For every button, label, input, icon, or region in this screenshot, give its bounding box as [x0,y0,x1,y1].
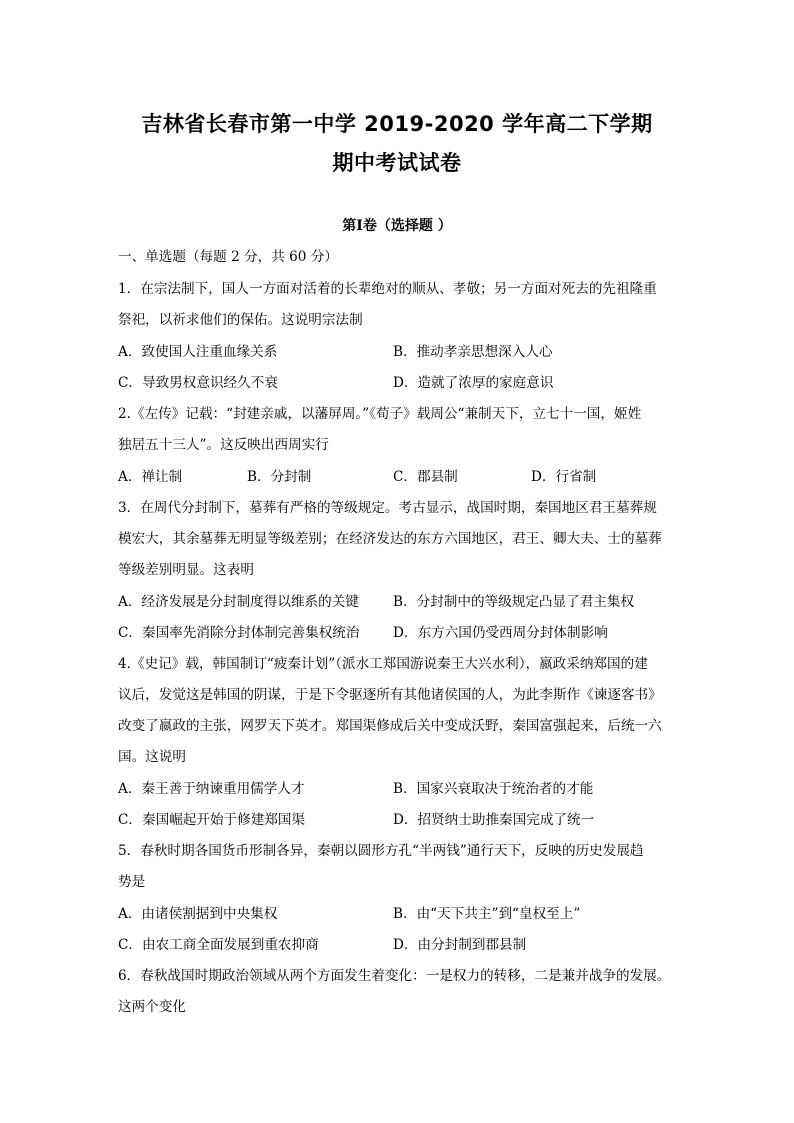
question-2-option-d: D．行省制 [531,469,597,485]
question-6-line-1: 6．春秋战国时期政治领域从两个方面发生着变化：一是权力的转移，二是兼并战争的发展。 [118,968,671,984]
question-5-option-d: D．由分封制到郡县制 [393,937,527,953]
question-4-line-4: 国。这说明 [118,749,186,765]
question-1-option-c: C．导致男权意识经久不衰 [118,375,278,391]
question-1-line-1: 1．在宗法制下，国人一方面对活着的长辈绝对的顺从、孝敬；另一方面对死去的先祖隆重 [118,281,657,297]
question-5-line-2: 势是 [118,874,146,890]
question-5-option-c: C．由农工商全面发展到重农抑商 [118,937,319,953]
question-3-line-1: 3．在周代分封制下，墓葬有严格的等级规定。考古显示，战国时期，秦国地区君王墓葬规 [118,500,657,516]
question-5-option-b: B．由“天下共主”到“皇权至上” [393,906,581,922]
question-4-line-1: 4.《史记》载，韩国制订“疲秦计划”（派水工郑国游说秦王大兴水利），嬴政采纳郑国的建 [118,656,648,672]
question-1-option-a: A．致使国人注重血缘关系 [118,344,278,360]
question-4-option-b: B．国家兴衰取决于统治者的才能 [393,781,594,797]
question-3-line-2: 模宏大，其余墓葬无明显等级差别；在经济发达的东方六国地区，君王、卿大夫、士的墓葬 [118,531,662,547]
question-2-option-a: A．禅让制 [118,469,183,485]
question-2-line-1: 2.《左传》记载：“封建亲戚，以藩屏周。”《荀子》载周公“兼制天下，立七十一国，姬姓 [118,406,642,422]
exam-title-line1: 吉林省长春市第一中学 2019-2020 学年高二下学期 [141,112,653,136]
question-3-option-a: A．经济发展是分封制度得以维系的关键 [118,594,359,610]
section-title: 第Ⅰ卷（选择题 ） [342,218,452,234]
question-2-line-2: 独居五十三人”。这反映出西周实行 [118,437,329,453]
question-1-option-d: D．造就了浓厚的家庭意识 [393,375,554,391]
question-1-option-b: B．推动孝亲思想深入人心 [393,344,553,360]
question-5-option-a: A．由诸侯割据到中央集权 [118,906,278,922]
question-3-option-c: C．秦国率先消除分封体制完善集权统治 [118,625,360,641]
question-4-option-c: C．秦国崛起开始于修建郑国渠 [118,812,306,828]
question-3-option-b: B．分封制中的等级规定凸显了君主集权 [393,594,635,610]
question-5-line-1: 5．春秋时期各国货币形制各异，秦朝以圆形方孔“半两钱”通行天下，反映的历史发展趋 [118,843,644,859]
question-4-option-a: A．秦王善于纳谏重用儒学人才 [118,781,305,797]
question-2-option-c: C．郡县制 [393,469,458,485]
exam-title-line2: 期中考试试卷 [332,151,462,175]
question-4-option-d: D．招贤纳士助推秦国完成了统一 [393,812,595,828]
question-4-line-2: 议后，发觉这是韩国的阴谋，于是下令驱逐所有其他诸侯国的人，为此李斯作《谏逐客书》 [118,687,662,703]
question-2-option-b: B．分封制 [247,469,312,485]
question-6-line-2: 这两个变化 [118,999,186,1015]
question-3-line-3: 等级差别明显。这表明 [118,562,254,578]
question-1-line-2: 祭祀，以祈求他们的保佑。这说明宗法制 [118,312,363,328]
question-4-line-3: 改变了嬴政的主张，网罗天下英才。郑国渠修成后关中变成沃野，秦国富强起来，后统一六 [118,718,662,734]
section-instructions: 一、单选题（每题 2 分，共 60 分） [118,249,338,265]
question-3-option-d: D．东方六国仍受西周分封体制影响 [393,625,608,641]
